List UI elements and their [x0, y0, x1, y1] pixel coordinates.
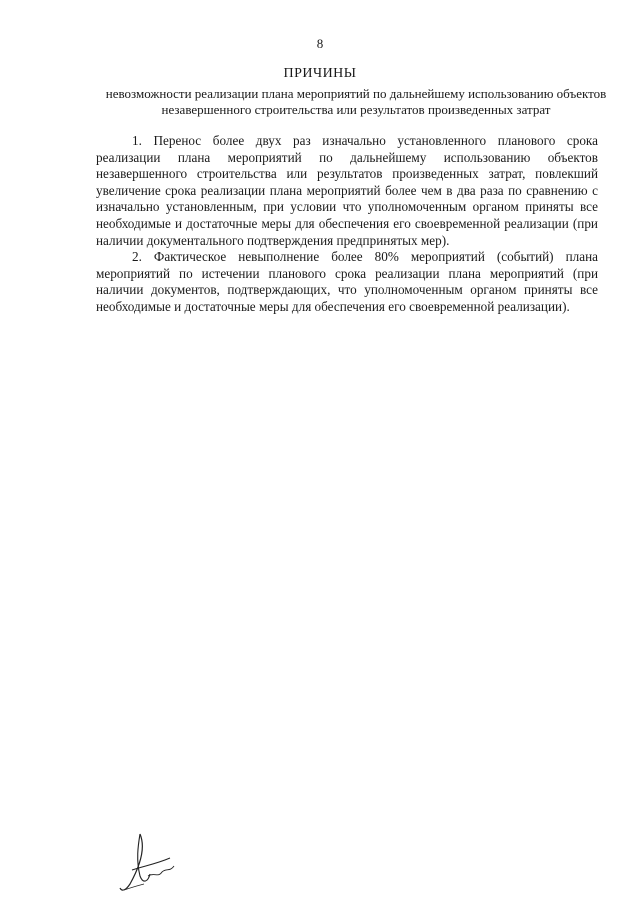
- handwritten-signature: [110, 826, 190, 898]
- document-body: [96, 133, 598, 316]
- document-subtitle: невозможности реализации плана мероприятий по дальнейшему использованию объектов незавершенного строительства или результатов произведенных затрат: [105, 86, 607, 117]
- reason-paragraph-1: 1. Перенос более двух раз изначально установленного планового срока реализации плана мероприятий по дальнейшему использованию объектов незавершенного строительства или результатов произведенных затрат, повлекший увеличение срока реализации плана мероприятий более чем в два раза по сравнению с изначально установленным, при условии что уполномоченным органом приняты все необходимые и достаточные меры для обеспечения его своевременной реализации (при наличии документального подтверждения предпринятых мер).: [96, 133, 598, 248]
- reason-paragraph-2: 2. Фактическое невыполнение более 80% мероприятий (событий) плана мероприятий по истечении планового срока реализации плана мероприятий (при наличии документов, подтверждающих, что уполномоченным органом приняты все необходимые и достаточные меры для обеспечения его своевременной реализации).: [96, 249, 598, 314]
- document-title: ПРИЧИНЫ: [283, 66, 357, 81]
- page-number: 8: [316, 36, 324, 51]
